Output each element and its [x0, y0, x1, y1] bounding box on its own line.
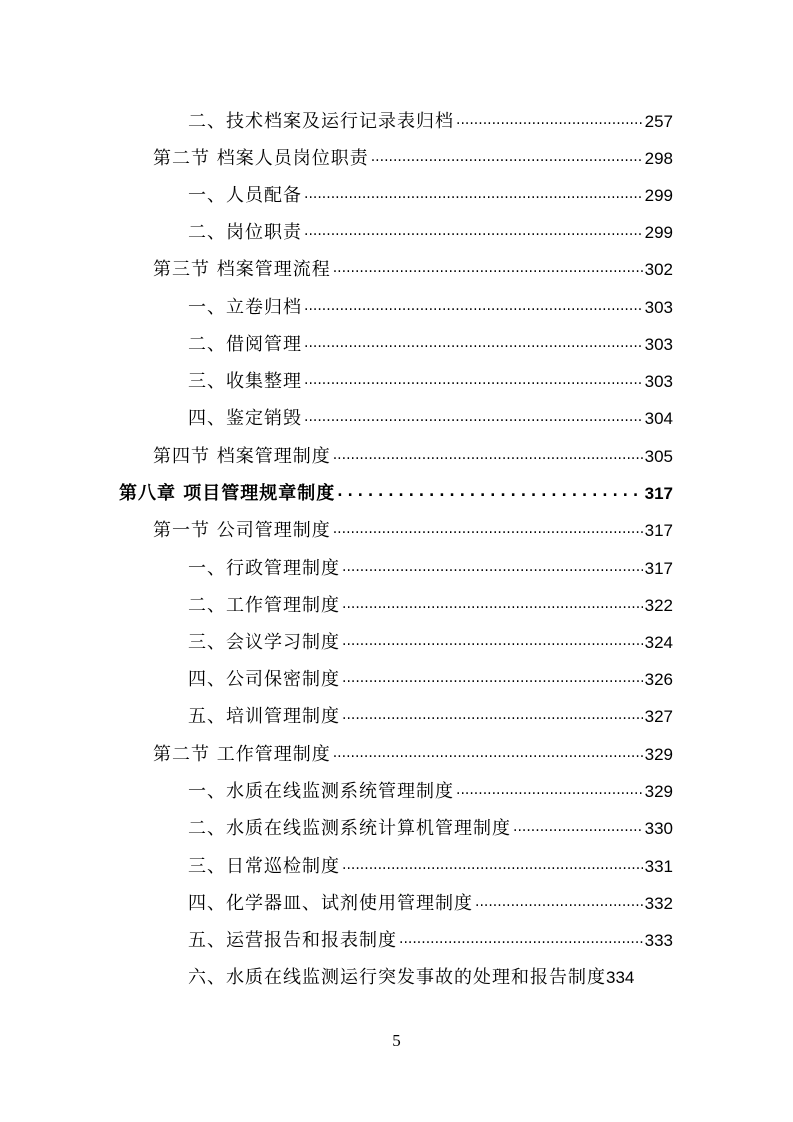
toc-entry-page: 302 [644, 260, 673, 279]
toc-entry[interactable] [188, 107, 673, 133]
toc-entry[interactable] [188, 628, 673, 654]
toc-leader-dots [342, 668, 643, 688]
toc-entry-page: 299 [644, 223, 673, 242]
toc-entry-page: 317 [644, 521, 673, 540]
toc-entry[interactable] [188, 554, 673, 580]
toc-entry[interactable] [188, 889, 673, 915]
toc-leader-dots [333, 445, 643, 465]
toc-entry-page: 317 [644, 484, 673, 503]
toc-entry[interactable] [188, 814, 673, 840]
toc-entry-page: 334 [606, 968, 635, 987]
toc-entry[interactable] [153, 255, 673, 281]
toc-entry[interactable] [188, 852, 673, 878]
toc-leader-dots [304, 296, 643, 316]
toc-entry-page: 329 [644, 745, 673, 764]
toc-entry-page: 331 [644, 857, 673, 876]
toc-entry-title: 第一节 公司管理制度 [153, 520, 331, 541]
toc-entry-title: 一、行政管理制度 [188, 558, 340, 579]
toc-chapter-entry[interactable] [119, 479, 673, 505]
toc-entry-title: 五、培训管理制度 [188, 706, 340, 727]
toc-entry-title: 二、岗位职责 [188, 222, 302, 243]
toc-entry-page: 257 [644, 112, 673, 131]
toc-entry[interactable] [188, 591, 673, 617]
toc-entry-page: 317 [644, 559, 673, 578]
toc-entry[interactable] [153, 740, 673, 766]
toc-leader-dots [399, 929, 643, 949]
toc-leader-dots [342, 705, 643, 725]
toc-entry[interactable] [188, 181, 673, 207]
toc-entry[interactable] [188, 367, 673, 393]
toc-entry-title: 三、收集整理 [188, 371, 302, 392]
toc-leader-dots [304, 407, 643, 427]
toc-entry-page: 324 [644, 633, 673, 652]
toc-entry-title: 五、运营报告和报表制度 [188, 930, 397, 951]
toc-entry[interactable] [188, 218, 673, 244]
toc-entry-title: 二、技术档案及运行记录表归档 [188, 111, 454, 132]
page-number: 5 [392, 1031, 401, 1050]
toc-entry-title: 第三节 档案管理流程 [153, 259, 331, 280]
toc-leader-dots [456, 780, 643, 800]
toc-entry[interactable] [188, 330, 673, 356]
toc-leader-dots [333, 258, 643, 278]
toc-entry-title: 第八章 项目管理规章制度 [119, 483, 336, 504]
toc-entry-title: 二、水质在线监测系统计算机管理制度 [188, 818, 511, 839]
toc-entry-page: 303 [644, 298, 673, 317]
toc-leader-dots [304, 184, 643, 204]
toc-leader-dots [456, 110, 643, 130]
toc-leader-dots [513, 817, 643, 837]
toc-leader-dots [337, 482, 642, 502]
toc-leader-dots [304, 333, 643, 353]
toc-leader-dots [333, 519, 643, 539]
toc-entry-title: 四、化学器皿、试剂使用管理制度 [188, 893, 473, 914]
toc-entry[interactable] [188, 926, 673, 952]
toc-entry-title: 一、人员配备 [188, 185, 302, 206]
toc-entry-title: 二、工作管理制度 [188, 595, 340, 616]
toc-entry-page: 330 [644, 819, 673, 838]
toc-entry[interactable] [153, 516, 673, 542]
toc-entry-title: 三、会议学习制度 [188, 632, 340, 653]
toc-entry[interactable] [188, 777, 673, 803]
toc-leader-dots [371, 147, 643, 167]
toc-entry[interactable] [153, 442, 673, 468]
toc-entry-page: 303 [644, 372, 673, 391]
toc-entry-page: 329 [644, 782, 673, 801]
toc-leader-dots [342, 594, 643, 614]
toc-entry[interactable] [188, 665, 673, 691]
toc-entry-page: 326 [644, 670, 673, 689]
toc-entry[interactable] [153, 144, 673, 170]
toc-entry-title: 三、日常巡检制度 [188, 856, 340, 877]
toc-entry-title: 二、借阅管理 [188, 334, 302, 355]
toc-leader-dots [304, 221, 643, 241]
toc-entry-title: 第二节 档案人员岗位职责 [153, 148, 369, 169]
toc-leader-dots [333, 743, 643, 763]
toc-entry-page: 298 [644, 149, 673, 168]
toc-leader-dots [342, 631, 643, 651]
toc-entry-title: 第二节 工作管理制度 [153, 744, 331, 765]
toc-entry[interactable] [188, 404, 673, 430]
toc-entry-page: 327 [644, 707, 673, 726]
toc-entry-title: 四、鉴定销毁 [188, 408, 302, 429]
toc-entry-title: 六、水质在线监测运行突发事故的处理和报告制度 [188, 967, 606, 988]
toc-entry-page: 303 [644, 335, 673, 354]
toc-entry-page: 333 [644, 931, 673, 950]
toc-entry[interactable] [188, 702, 673, 728]
toc-entry-page: 322 [644, 596, 673, 615]
toc-leader-dots [475, 892, 643, 912]
toc-leader-dots [342, 855, 643, 875]
toc-entry[interactable] [188, 963, 688, 989]
toc-entry-title: 第四节 档案管理制度 [153, 446, 331, 467]
toc-entry-title: 一、水质在线监测系统管理制度 [188, 781, 454, 802]
toc-entry-page: 305 [644, 447, 673, 466]
toc-leader-dots [304, 370, 643, 390]
toc-entry-title: 四、公司保密制度 [188, 669, 340, 690]
toc-entry-page: 299 [644, 186, 673, 205]
toc-entry-title: 一、立卷归档 [188, 297, 302, 318]
toc-entry[interactable] [188, 293, 673, 319]
toc-leader-dots [342, 557, 643, 577]
toc-entry-page: 304 [644, 409, 673, 428]
toc-entry-page: 332 [644, 894, 673, 913]
